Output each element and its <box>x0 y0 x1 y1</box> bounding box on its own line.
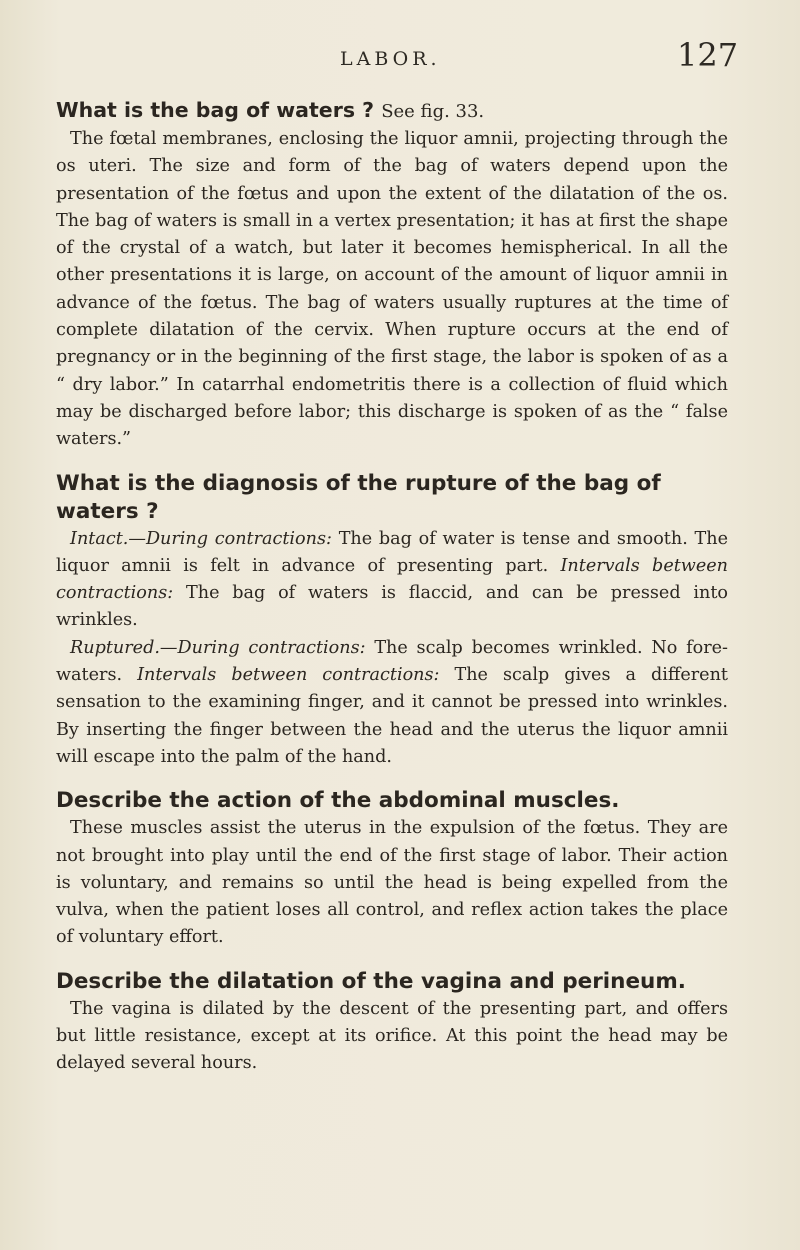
figure-reference: See fig. 33. <box>381 101 485 122</box>
intact-label: Intact.—During contractions: <box>70 528 332 549</box>
answer-ruptured <box>56 635 728 771</box>
answer-abdominal-muscles: These muscles assist the uterus in the expulsion of the fœtus. They are not brought into play until the end of the first stage of labor. Their action is voluntary, and remains so until the head is being expelled from the vulva, when the patient loses all control, and reflex action takes the place of voluntary effort. <box>56 818 728 948</box>
page-number: 127 <box>677 36 739 74</box>
intact-text: The bag of water is tense and smooth. The liquor amnii is felt in advance of presenting part. <box>56 528 729 576</box>
spacer <box>56 952 728 968</box>
question-text: What is the bag of waters ? <box>56 98 375 122</box>
page-content <box>56 96 728 1078</box>
intervals-label: Intervals between contractions: <box>56 555 729 604</box>
page-header <box>0 28 800 78</box>
ruptured-text: The scalp becomes wrinkled. No fore-waters. <box>56 637 728 686</box>
intervals-text: The bag of waters is flaccid, and can be pressed into wrinkles. <box>56 583 729 631</box>
ruptured-label: Ruptured.—During contractions: <box>70 637 366 658</box>
running-head: LABOR. <box>340 48 441 70</box>
question-bag-of-waters <box>56 96 728 126</box>
question-dilatation: Describe the dilatation of the vagina and perineum. <box>56 968 686 994</box>
question-abdominal-muscles: Describe the action of the abdominal muscles. <box>56 788 620 814</box>
intervals-label: Intervals between contractions: <box>137 665 440 686</box>
spacer <box>56 771 728 787</box>
intervals-text: The scalp gives a different sensation to the examining finger, and it cannot be pressed into wrinkles. By inserting the finger between the head and the uterus the liquor amnii will escape into the palm of the hand. <box>56 665 728 767</box>
answer-dilatation: The vagina is dilated by the descent of the presenting part, and offers but little resistance, except at its orifice. At this point the head may be delayed several hours. <box>56 998 728 1074</box>
answer-intact <box>56 526 728 635</box>
answer-bag-of-waters: The fœtal membranes, enclosing the liquor amnii, projecting through the os uteri. The size and form of the bag of waters depend upon the presentation of the fœtus and upon the extent of the dilatation of the os. The bag of waters is small in a vertex presentation; it has at first the shape of the crystal of a watch, but later it becomes hemispherical. In all the other presentations it is large, on account of the amount of liquor amnii in advance of the fœtus. The bag of waters usually ruptures at the time of complete dilatation of the cervix. When rupture occurs at the end of pregnancy or in the beginning of the first stage, the labor is spoken of as a “ dry labor.” In catarrhal endometritis there is a collection of fluid which may be discharged before labor; this discharge is spoken of as the “ false waters.” <box>56 129 728 450</box>
spacer <box>56 454 728 470</box>
question-diagnosis: What is the diagnosis of the rupture of the bag of waters ? <box>56 470 661 524</box>
